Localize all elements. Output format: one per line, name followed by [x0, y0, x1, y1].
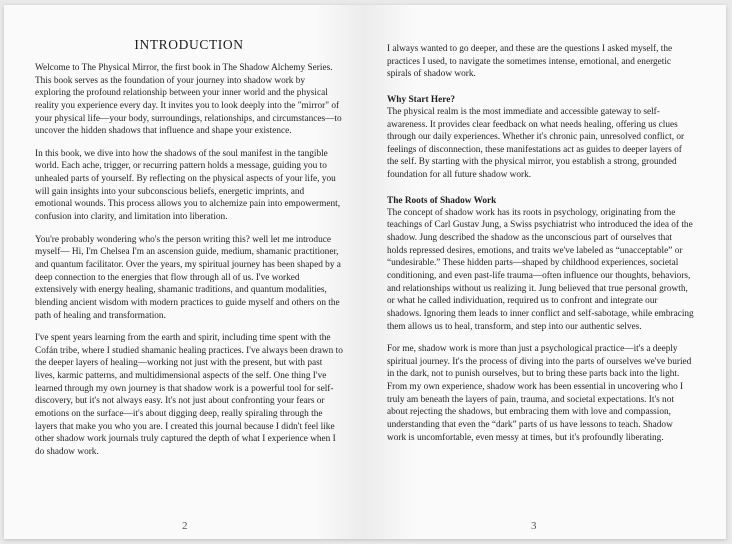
section-heading-why-start-here: Why Start Here?: [387, 94, 455, 105]
closing-paragraph: For me, shadow work is more than just a psychological practice—it's a deeply spiritual journey. It's the process of diving into the parts of ourselves we've buried in the dark, not to punish ourselves, but to bring these parts back into the light. From my own experience, shadow work has been essential in uncovering who I truly am beneath the layers of pain, trauma, and societal expectations. It's not about rejecting the shadows, but embracing them with love and compassion, understanding that even the “dark” parts of us have lessons to teach. Shadow work is uncomfortable, even messy at times, but it's profoundly liberating.: [387, 344, 692, 443]
section-paragraph-why-start-here: The physical realm is the most immediate and accessible gateway to self-awareness. It provides clear feedback on what needs healing, offering us clues through our daily experiences. Whether it's chronic pain, unresolved conflict, or feelings of disconnection, these manifestations act as guides to deeper layers of the self. By starting with the physical mirror, you establish a strong, grounded foundation for all future shadow work.: [387, 106, 685, 181]
section-paragraph-roots-of-shadow-work: The concept of shadow work has its roots in psychology, originating from the teachings of Carl Gustav Jung, a Swiss psychiatrist who introduced the idea of the shadow. Jung described the shadow as the unconscious part of ourselves that holds repressed desires, emotions, and traits we've labeled as “unacceptable” or “undesirable.” These hidden parts—shaped by childhood experiences, societal conditioning, and even past-life trauma—often influence our thoughts, behaviors, and relationships without us realizing it. Jung believed that true personal growth, or what he called individuation, required us to confront and integrate our shadows. Ignoring them leads to inner conflict and self-sabotage, while embracing them allows us to heal, transform, and step into our authentic selves.: [387, 207, 694, 332]
intro-paragraph-1: Welcome to The Physical Mirror, the first book in The Shadow Alchemy Series. This book serves as the foundation of your journey into shadow work by exploring the profound relationship between your inner world and the physical reality you experience every day. It invites you to look deeply into the "mirror" of your physical life—your body, surroundings, relationships, and circumstances—to uncover the hidden shadows that influence and shape your existence.: [35, 63, 342, 137]
continued-paragraph: I always wanted to go deeper, and these are the questions I asked myself, the practices I used, to navigate the sometimes intense, emotional, and energetic spirals of shadow work.: [387, 44, 673, 80]
section-heading-roots-of-shadow-work: The Roots of Shadow Work: [387, 195, 497, 206]
page-title: INTRODUCTION: [134, 37, 244, 52]
left-page-number: 2: [182, 520, 188, 532]
right-page-number: 3: [531, 520, 537, 532]
book-spread: [4, 5, 726, 539]
intro-paragraph-2: In this book, we dive into how the shadows of the soul manifest in the tangible world. Each ache, trigger, or recurring pattern holds a message, guiding you to unhealed parts of yourself. By reflecting on the physical aspects of your life, you will gain insights into your subconscious beliefs, energetic imprints, and emotional wounds. This process allows you to alchemize pain into empowerment, confusion into clarity, and limitation into liberation.: [35, 148, 341, 223]
left-page: [4, 5, 365, 539]
intro-paragraph-4: I've spent years learning from the earth and spirit, including time spent with the Cofán tribe, where I studied shamanic healing practices. I've always been drawn to the deeper layers of healing—working not just with the present, but with past lives, karmic patterns, and multidimensional aspects of the self. One thing I've learned through my own journey is that shadow work is a powerful tool for self-discovery, but it's not always easy. It's not just about confronting your fears or emotions on the surface—it's about digging deep, really spiraling through the layers that make you who you are. I created this journal because I didn't feel like other shadow work journals truly captured the depth of what I experience when I do shadow work.: [35, 333, 343, 457]
intro-paragraph-3: You're probably wondering who's the person writing this? well let me introduce myself— Hi, I'm Chelsea I'm an ascension guide, medium, shamanic practitioner, and quantum facilitator. Over the years, my spiritual journey has been shaped by a deep connection to the energies that flow through all of us. I've worked extensively with energy healing, shamanic traditions, and quantum modalities, blending ancient wisdom with modern practices to guide myself and others on the path of healing and transformation.: [35, 234, 341, 321]
right-page: [365, 5, 726, 539]
